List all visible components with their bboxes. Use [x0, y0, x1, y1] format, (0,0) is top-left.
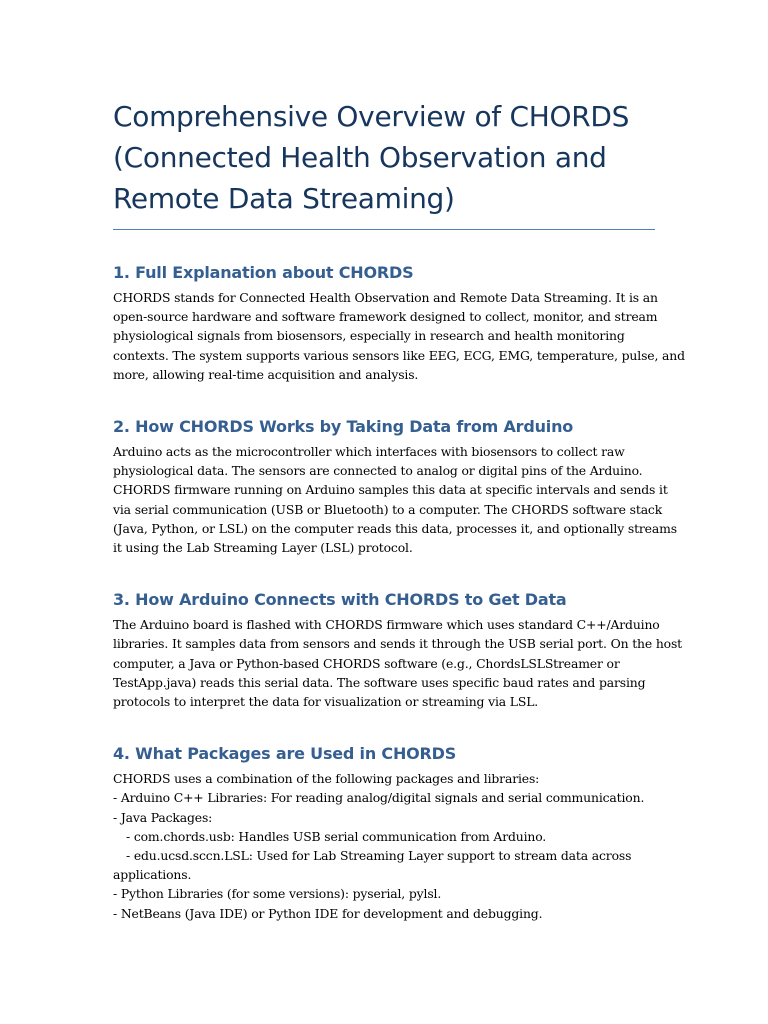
paragraph-line: computer, a Java or Python-based CHORDS software (e.g., ChordsLSLStreamer or: [113, 655, 620, 671]
title-line: (Connected Health Observation and: [113, 141, 607, 174]
paragraph-line: physiological data. The sensors are connected to analog or digital pins of the Arduino.: [113, 463, 643, 479]
section-how-chords-works: [113, 416, 677, 557]
paragraph-line: it using the Lab Streaming Layer (LSL) protocol.: [113, 540, 413, 556]
section-paragraph: [113, 288, 685, 384]
document-page: [113, 96, 685, 923]
paragraph-line: (Java, Python, or LSL) on the computer reads this data, processes it, and optionally streams: [113, 520, 677, 536]
paragraph-line: CHORDS firmware running on Arduino samples this data at specific intervals and sends it: [113, 482, 668, 498]
list-item: - NetBeans (Java IDE) or Python IDE for development and debugging.: [113, 905, 543, 921]
list-item: - Python Libraries (for some versions): pyserial, pylsl.: [113, 886, 442, 902]
title-line: Comprehensive Overview of CHORDS: [113, 100, 630, 133]
list-item-nested: - edu.ucsd.sccn.LSL: Used for Lab Streaming Layer support to stream data across: [126, 848, 632, 864]
paragraph-line: physiological signals from biosensors, especially in research and health monitoring: [113, 328, 625, 344]
section-paragraph: [113, 769, 655, 923]
section-paragraph: [113, 442, 677, 557]
section-heading: 3. How Arduino Connects with CHORDS to Get Data: [113, 590, 567, 610]
list-item-nested: - com.chords.usb: Handles USB serial communication from Arduino.: [126, 828, 547, 844]
paragraph-line: The Arduino board is flashed with CHORDS firmware which uses standard C++/Arduino: [113, 617, 660, 633]
section-packages: [113, 743, 655, 923]
paragraph-line: open-source hardware and software framework designed to collect, monitor, and stream: [113, 309, 658, 325]
paragraph-line: contexts. The system supports various sensors like EEG, ECG, EMG, temperature, pulse, and: [113, 347, 685, 363]
paragraph-line: more, allowing real-time acquisition and analysis.: [113, 366, 419, 382]
title-line: Remote Data Streaming): [113, 182, 455, 215]
paragraph-line: via serial communication (USB or Bluetooth) to a computer. The CHORDS software stack: [113, 501, 663, 517]
list-item-continuation: applications.: [113, 867, 192, 883]
paragraph-line: Arduino acts as the microcontroller which interfaces with biosensors to collect raw: [113, 444, 625, 460]
list-item: - Arduino C++ Libraries: For reading analog/digital signals and serial communication.: [113, 790, 645, 806]
section-heading: 2. How CHORDS Works by Taking Data from Arduino: [113, 417, 574, 437]
paragraph-line: libraries. It samples data from sensors and sends it through the USB serial port. On the host: [113, 636, 683, 652]
section-arduino-connection: [113, 589, 683, 711]
list-item: - Java Packages:: [113, 809, 213, 825]
paragraph-line: protocols to interpret the data for visualization or streaming via LSL.: [113, 694, 539, 710]
paragraph-line: CHORDS stands for Connected Health Observation and Remote Data Streaming. It is an: [113, 290, 658, 305]
section-full-explanation: [113, 262, 685, 384]
section-heading: 4. What Packages are Used in CHORDS: [113, 744, 457, 764]
title-divider: [113, 229, 655, 230]
section-heading: 1. Full Explanation about CHORDS: [113, 263, 414, 282]
paragraph-line: CHORDS uses a combination of the following packages and libraries:: [113, 771, 540, 787]
document-title: [113, 96, 655, 219]
section-paragraph: [113, 615, 683, 711]
paragraph-line: TestApp.java) reads this serial data. The software uses specific baud rates and parsing: [113, 674, 646, 690]
